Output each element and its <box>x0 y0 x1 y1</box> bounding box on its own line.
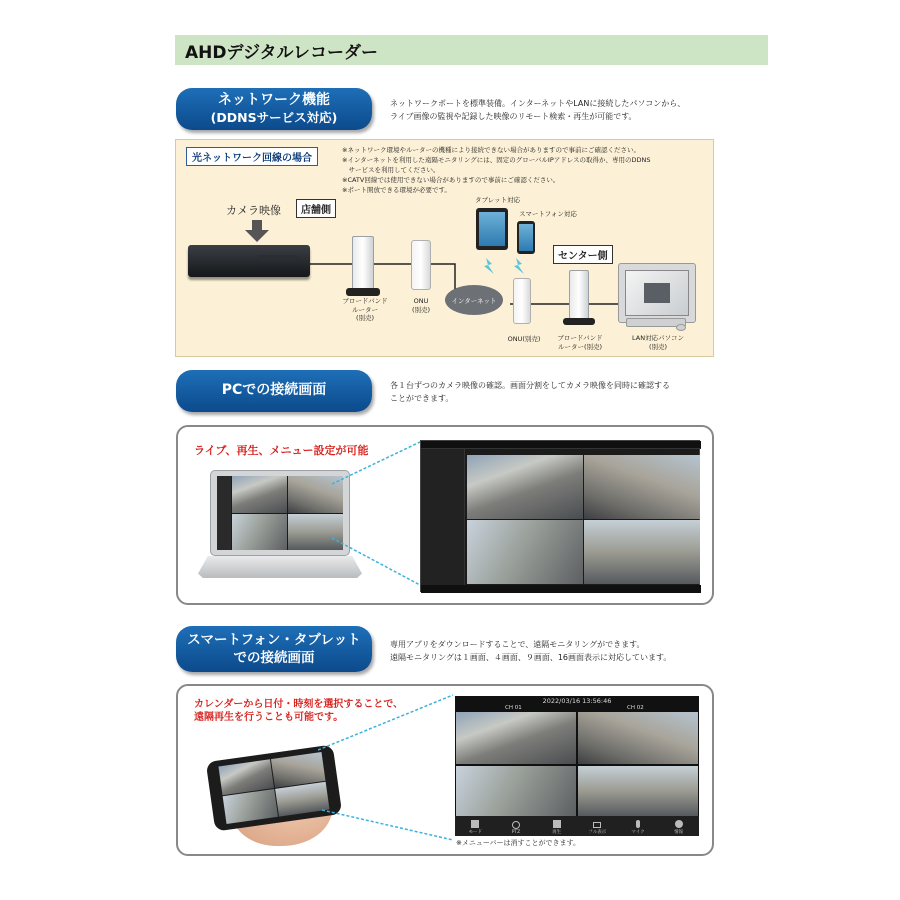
network-heading-line1: ネットワーク機能 <box>218 92 330 108</box>
zoom-connector-lines <box>330 440 430 590</box>
network-heading <box>176 88 372 130</box>
pc-description <box>390 379 720 405</box>
mobile-desc-line2: 遠隔モニタリングは１画面、４画面、９画面、16画面表示に対応しています。 <box>390 653 672 662</box>
wireless-signal-icon <box>480 256 530 276</box>
internet-label: インターネット <box>451 297 497 305</box>
onu-store-label-line1: ONU <box>413 297 429 305</box>
mobile-description <box>390 638 720 664</box>
menu-item-mode[interactable]: モード <box>460 820 490 835</box>
note-line: ※CATV回線では使用できない場合がありますので事前にご確認ください。 <box>342 176 560 184</box>
note-line: ※ポート開放できる環境が必要です。 <box>342 186 451 194</box>
channel-label-1: CH 01 <box>505 705 522 711</box>
pc-mouse <box>676 324 686 331</box>
menu-item-mic[interactable]: マイク <box>623 820 653 835</box>
mobile-caption-line2: 遠隔再生を行うことも可能です。 <box>194 712 344 723</box>
fiber-network-label: 光ネットワーク回線の場合 <box>186 147 318 166</box>
center-side-label: センター側 <box>553 245 613 264</box>
pc-desc-line1: 各１台ずつのカメラ映像の確認。画面分割をしてカメラ映像を同時に確認する <box>390 381 670 390</box>
dvr-device <box>188 245 310 277</box>
note-line: ※インターネットを利用した遠隔モニタリングには、固定のグローバルIPアドレスの取得か、専用のDDNS <box>342 156 651 164</box>
mobile-heading <box>176 626 372 672</box>
network-heading-line2: (DDNSサービス対応) <box>210 110 338 125</box>
network-desc-line2: ライブ画像の監視や記録した映像のリモート検索・再生が可能です。 <box>390 112 637 121</box>
smartphone-device <box>517 221 535 254</box>
onu-store-label <box>405 297 437 314</box>
pc-monitor <box>618 263 696 323</box>
menu-item-ptz[interactable]: PTZ <box>501 821 531 835</box>
router-center-label-line2: ルーター(別売) <box>557 342 603 351</box>
menu-item-info[interactable]: 情報 <box>664 820 694 835</box>
app-menu-bar <box>455 816 699 836</box>
tablet-support-label: タブレット対応 <box>475 196 521 204</box>
router-center-label <box>550 334 610 351</box>
onu-device-store <box>411 240 431 290</box>
mobile-caption-line1: カレンダーから日付・時刻を選択することで、 <box>194 699 404 710</box>
onu-store-label-line2: (別売) <box>411 305 431 314</box>
router-store-label <box>335 297 395 323</box>
channel-label-2: CH 02 <box>627 705 644 711</box>
note-line: ※ネットワーク環境やルーターの機種により接続できない場合がありますので事前にご確認ください。 <box>342 146 640 154</box>
router-center-label-line1: ブロードバンド <box>557 334 603 342</box>
network-desc-line1: ネットワークポートを標準装備。インターネットやLANに接続したパソコンから、 <box>390 99 686 108</box>
laptop-lid <box>210 470 350 556</box>
pc-heading <box>176 370 372 412</box>
onu-device-center <box>513 278 531 324</box>
pc-label-line1: LAN対応パソコン <box>632 334 684 342</box>
store-side-label: 店舗側 <box>296 199 336 218</box>
mobile-app-screenshot <box>455 696 699 836</box>
pc-caption: ライブ、再生、メニュー設定が可能 <box>194 444 369 457</box>
menu-item-fullscreen[interactable]: フル表示 <box>582 822 612 835</box>
network-description <box>390 97 720 123</box>
pc-desc-line2: ことができます。 <box>390 394 454 403</box>
router-store-label-line2: ルーター <box>352 305 378 314</box>
app-timestamp: 2022/03/16 13:56:46 <box>542 697 612 705</box>
pc-heading-text: PCでの接続画面 <box>221 382 327 398</box>
camera-label: カメラ映像 <box>226 204 281 217</box>
onu-center-label: ONU(別売) <box>507 335 541 343</box>
router-store-label-line1: ブロードバンド <box>342 297 388 305</box>
mobile-desc-line1: 専用アプリをダウンロードすることで、遠隔モニタリングができます。 <box>390 640 645 649</box>
smartphone-support-label: スマートフォン対応 <box>519 210 577 218</box>
menu-bar-footnote: ※メニューバーは消すことができます。 <box>456 839 580 847</box>
mobile-heading-line1: スマートフォン・タブレット <box>187 632 361 648</box>
pc-label <box>623 334 693 351</box>
router-store-label-line3: (別売) <box>355 314 375 322</box>
router-device-store <box>352 236 374 291</box>
mobile-heading-line2: での接続画面 <box>233 650 315 666</box>
pc-label-line2: (別売) <box>648 342 668 351</box>
note-line: サービスを利用してください。 <box>342 166 440 174</box>
zoom-connector-lines <box>318 690 458 850</box>
menu-item-playback[interactable]: 再生 <box>542 820 572 835</box>
tablet-device <box>476 208 508 250</box>
router-device-center <box>569 270 589 320</box>
router-stand <box>563 318 595 325</box>
page-title: AHDデジタルレコーダー <box>185 43 379 63</box>
router-stand <box>346 288 380 296</box>
pc-software-screenshot <box>420 440 700 592</box>
